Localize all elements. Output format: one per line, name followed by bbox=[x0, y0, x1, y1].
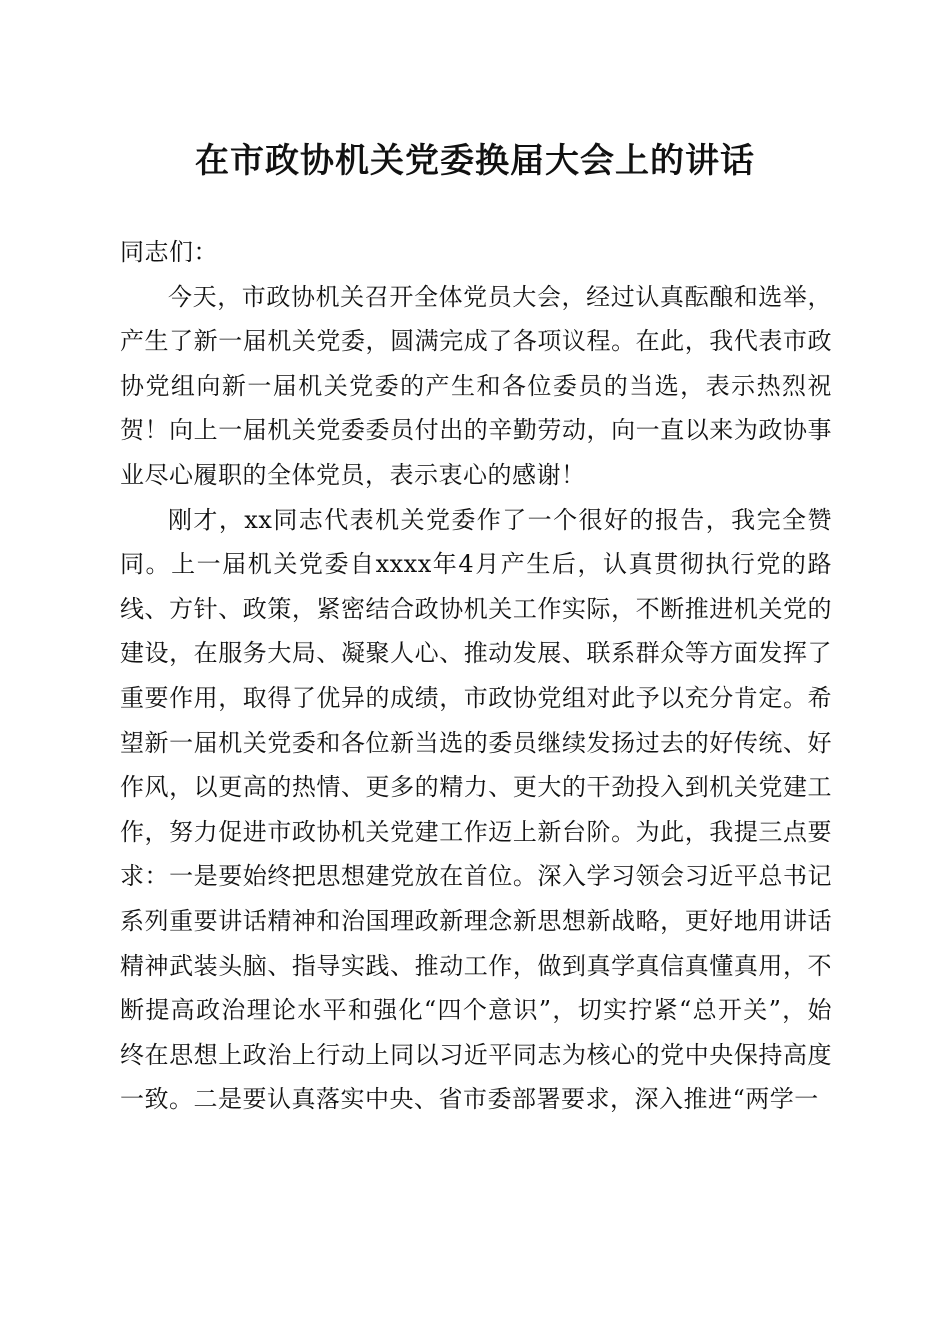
paragraph-1: 今天，市政协机关召开全体党员大会，经过认真酝酿和选举，产生了新一届机关党委，圆满完成了各项议程。在此，我代表市政协党组向新一届机关党委的产生和各位委员的当选，表示热烈祝贺！向上一届机关党委委员付出的辛勤劳动，向一直以来为政协事业尽心履职的全体党员，表示衷心的感谢！ bbox=[120, 282, 832, 489]
document-body bbox=[120, 230, 832, 1122]
document-title: 在市政协机关党委换届大会上的讲话 bbox=[195, 141, 755, 181]
salutation: 同志们： bbox=[120, 238, 218, 266]
paragraph-2: 刚才，xx同志代表机关党委作了一个很好的报告，我完全赞同。上一届机关党委自xxxx年4月产生后，认真贯彻执行党的路线、方针、政策，紧密结合政协机关工作实际，不断推进机关党的建设，在服务大局、凝聚人心、推动发展、联系群众等方面发挥了重要作用，取得了优异的成绩，市政协党组对此予以充分肯定。希望新一届机关党委和各位新当选的委员继续发扬过去的好传统、好作风，以更高的热情、更多的精力、更大的干劲投入到机关党建工作，努力促进市政协机关党建工作迈上新台阶。为此，我提三点要求：一是要始终把思想建党放在首位。深入学习领会习近平总书记系列重要讲话精神和治国理政新理念新思想新战略，更好地用讲话精神武装头脑、指导实践、推动工作，做到真学真信真懂真用，不断提高政治理论水平和强化“四个意识”，切实拧紧“总开关”，始终在思想上政治上行动上同以习近平同志为核心的党中央保持高度一致。二是要认真落实中央、省市委部署要求，深入推进“两学一 bbox=[120, 505, 832, 1114]
